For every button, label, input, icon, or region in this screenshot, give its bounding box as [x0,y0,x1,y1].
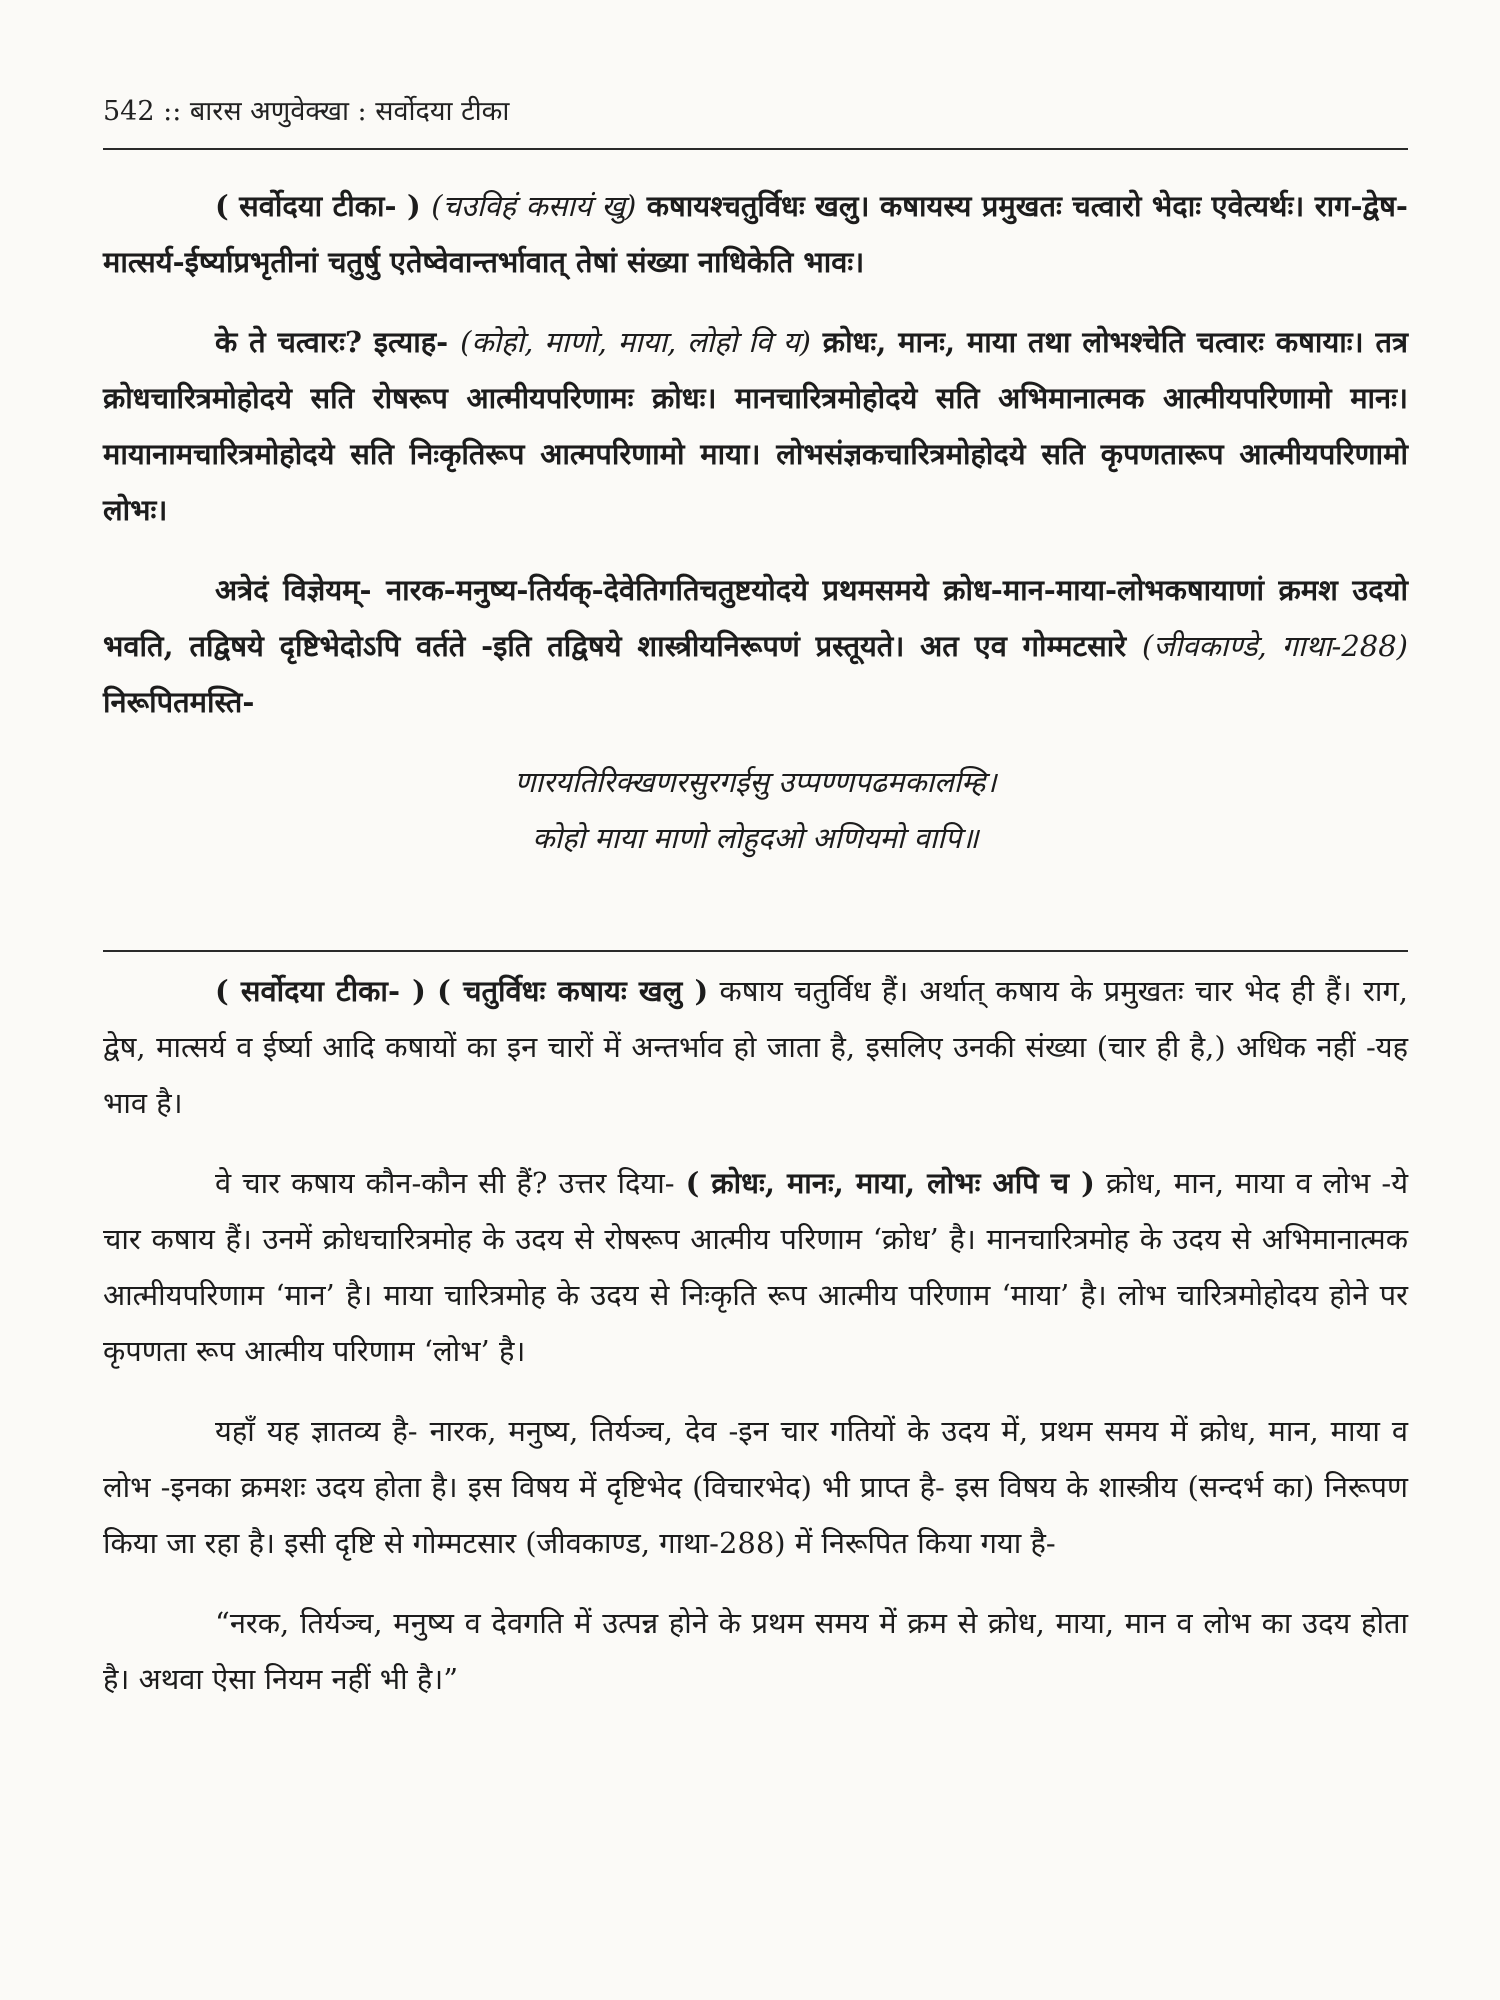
paragraph-text: क्रोधः, मानः, माया तथा लोभश्चेति चत्वारः कषायाः। तत्र क्रोधचारित्रमोहोदये सति रोषरूप आत्मीयपरिणामः क्रोधः। मानचारित्रमोहोदये सति अभिमानात्मक आत्मीयपरिणामो मानः। मायानामचारित्रमोहोदये सति निःकृतिरूप आत्मपरिणामो माया। लोभसंज्ञकचारित्रमोहोदये सति कृपणतारूप आत्मीयपरिणामो लोभः। [103,325,1409,527]
hindi-paragraph-1 [103,963,1408,1131]
hindi-paragraph-3 [103,1403,1408,1571]
commentary-label: ( सर्वोदया टीका- ) [215,974,426,1008]
sanskrit-paragraph-1 [103,178,1408,290]
question-lead: वे चार कषाय कौन-कौन सी हैं? उत्तर दिया- [215,1166,675,1200]
prakrit-verse [103,754,1408,866]
question-lead: के ते चत्वारः? इत्याह- [215,325,449,359]
paragraph-text: कषायश्चतुर्विधः खलु। कषायस्य प्रमुखतः चत्वारो भेदाः एवेत्यर्थः। राग-द्वेष-मात्सर्य-ईर्ष्याप्रभृतीनां चतुर्षु एतेष्वेवान्तर्भावात् तेषां संख्या नाधिकेति भावः। [103,189,1408,279]
verse-line-2: कोहो माया माणो लोहुदओ अणियमो वापि॥ [532,821,979,855]
sanskrit-paragraph-3 [103,562,1408,730]
section-rule [103,950,1408,952]
paragraph-text: यहाँ यह ज्ञातव्य है- नारक, मनुष्य, तिर्यञ्च, देव -इन चार गतियों के उदय में, प्रथम समय में क्रोध, मान, माया व लोभ -इनका क्रमशः उदय होता है। इस विषय में दृष्टिभेद (विचारभेद) भी प्राप्त है- इस विषय के शास्त्रीय (सन्दर्भ का) निरूपण किया जा रहा है। इसी दृष्टि से गोम्मटसार (जीवकाण्ड, गाथा-288) में निरूपित किया गया है- [103,1414,1408,1560]
sanskrit-quote: ( क्रोधः, मानः, माया, लोभः अपि च ) [685,1166,1095,1200]
paragraph-tail: निरूपितमस्ति- [103,685,255,719]
hindi-commentary [103,963,1408,1731]
sanskrit-quote: ( चतुर्विधः कषायः खलु ) [437,974,709,1008]
paragraph-text: अत्रेदं विज्ञेयम्- नारक-मनुष्य-तिर्यक्-देवेतिगतिचतुष्टयोदये प्रथमसमये क्रोध-मान-माया-लोभकषायाणां क्रमश उदयो भवति, तद्विषये दृष्टिभेदोऽपि वर्तते -इति तद्विषये शास्त्रीयनिरूपणं प्रस्तूयते। अत एव गोम्मटसारे [103,573,1408,663]
gatha-quote: (कोहो, माणो, माया, लोहो वि य) [460,325,811,359]
running-header: 542 :: बारस अणुवेक्खा : सर्वोदया टीका [103,96,510,127]
commentary-label: ( सर्वोदया टीका- ) [215,189,421,223]
hindi-paragraph-2 [103,1155,1408,1379]
verse-translation: “नरक, तिर्यञ्च, मनुष्य व देवगति में उत्पन्न होने के प्रथम समय में क्रम से क्रोध, माया, मान व लोभ का उदय होता है। अथवा ऐसा नियम नहीं भी है।” [103,1606,1408,1696]
paragraph-text: कषाय चतुर्विध हैं। अर्थात् कषाय के प्रमुखतः चार भेद ही हैं। राग, द्वेष, मात्सर्य व ईर्ष्या आदि कषायों का इन चारों में अन्तर्भाव हो जाता है, इसलिए उनकी संख्या (चार ही है,) अधिक नहीं -यह भाव है। [103,974,1408,1120]
verse-line-1: णारयतिरिक्खणरसुरगईसु उप्पण्णपढमकालम्हि। [514,765,997,799]
reference-citation: (जीवकाण्डे, गाथा-288) [1141,629,1408,663]
paragraph-text: क्रोध, मान, माया व लोभ -ये चार कषाय हैं। उनमें क्रोधचारित्रमोह के उदय से रोषरूप आत्मीय परिणाम ‘क्रोध’ है। मानचारित्रमोह के उदय से अभिमानात्मक आत्मीयपरिणाम ‘मान’ है। माया चारित्रमोह के उदय से निःकृति रूप आत्मीय परिणाम ‘माया’ है। लोभ चारित्रमोहोदय होने पर कृपणता रूप आत्मीय परिणाम ‘लोभ’ है। [103,1166,1409,1368]
header-rule [103,148,1408,150]
hindi-paragraph-4 [103,1595,1408,1707]
sanskrit-paragraph-2 [103,314,1408,538]
sanskrit-commentary [103,178,1408,866]
gatha-quote: (चउविहं कसायं खु) [431,189,637,223]
